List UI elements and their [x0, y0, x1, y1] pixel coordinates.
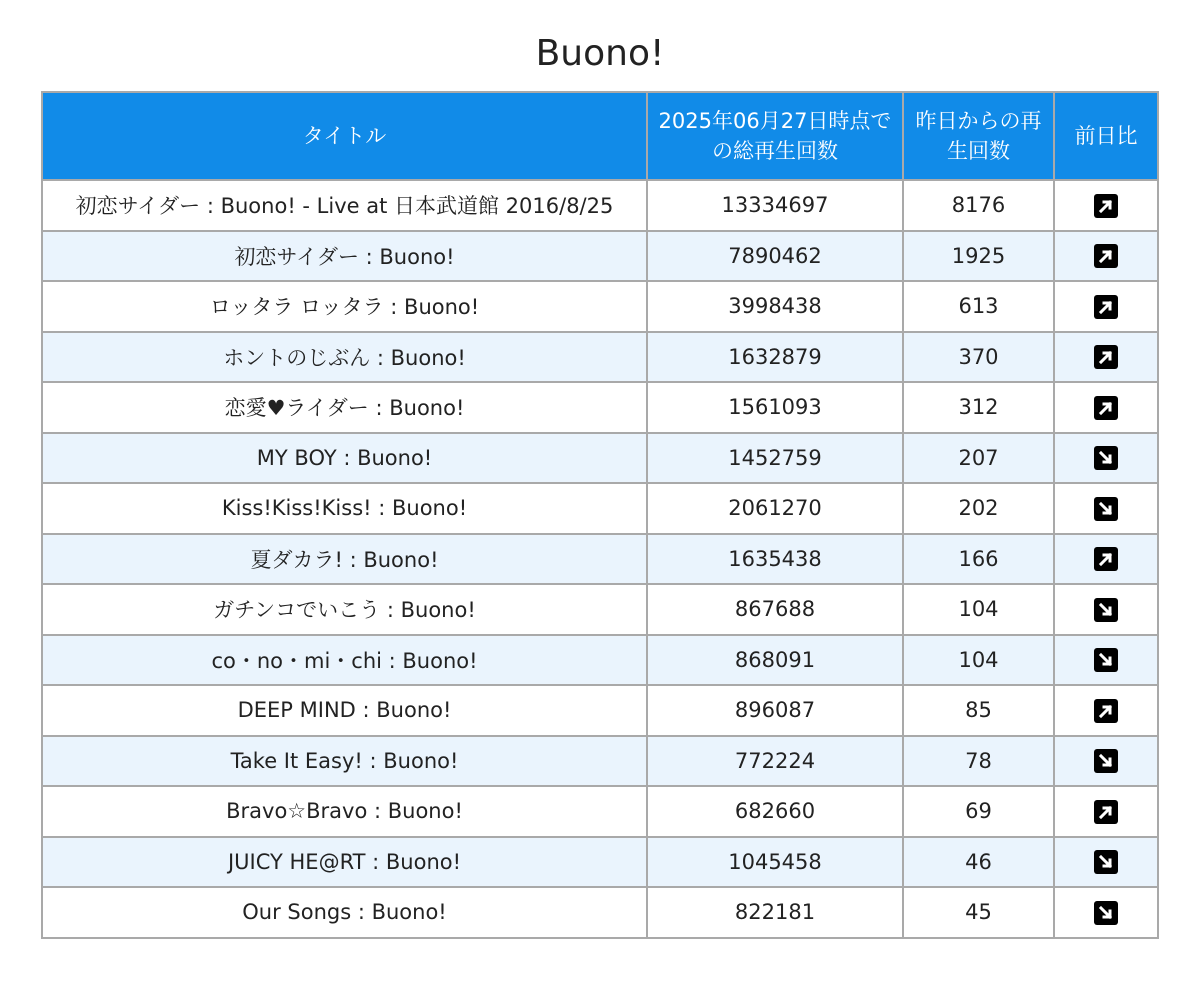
- up-right-arrow-icon: [1094, 295, 1118, 319]
- up-right-arrow-icon: [1094, 396, 1118, 420]
- cell-daily-plays: 202: [903, 483, 1054, 534]
- cell-title: 夏ダカラ! : Buono!: [42, 534, 647, 585]
- cell-total-plays: 13334697: [647, 180, 903, 231]
- table-row: [42, 837, 1158, 888]
- down-right-arrow-icon: [1094, 598, 1118, 622]
- cell-trend: [1054, 786, 1158, 837]
- table-row: [42, 180, 1158, 231]
- cell-daily-plays: 46: [903, 837, 1054, 888]
- table-body: [42, 180, 1158, 938]
- cell-title: 恋愛♥ライダー : Buono!: [42, 382, 647, 433]
- table-row: [42, 786, 1158, 837]
- cell-total-plays: 772224: [647, 736, 903, 787]
- cell-daily-plays: 85: [903, 685, 1054, 736]
- header-title: タイトル: [42, 92, 647, 180]
- cell-trend: [1054, 281, 1158, 332]
- cell-total-plays: 2061270: [647, 483, 903, 534]
- cell-daily-plays: 312: [903, 382, 1054, 433]
- table-row: [42, 887, 1158, 938]
- down-right-arrow-icon: [1094, 497, 1118, 521]
- cell-total-plays: 867688: [647, 584, 903, 635]
- cell-trend: [1054, 534, 1158, 585]
- table-row: [42, 584, 1158, 635]
- cell-title: Our Songs : Buono!: [42, 887, 647, 938]
- cell-title: Kiss!Kiss!Kiss! : Buono!: [42, 483, 647, 534]
- down-right-arrow-icon: [1094, 901, 1118, 925]
- table-row: [42, 433, 1158, 484]
- cell-total-plays: 1561093: [647, 382, 903, 433]
- cell-total-plays: 1632879: [647, 332, 903, 383]
- down-right-arrow-icon: [1094, 446, 1118, 470]
- header-trend: 前日比: [1054, 92, 1158, 180]
- cell-title: ホントのじぶん : Buono!: [42, 332, 647, 383]
- cell-trend: [1054, 584, 1158, 635]
- table-row: [42, 736, 1158, 787]
- cell-trend: [1054, 685, 1158, 736]
- cell-total-plays: 868091: [647, 635, 903, 686]
- cell-title: ロッタラ ロッタラ : Buono!: [42, 281, 647, 332]
- cell-daily-plays: 104: [903, 584, 1054, 635]
- table-row: [42, 635, 1158, 686]
- page-title: Buono!: [535, 33, 665, 74]
- up-right-arrow-icon: [1094, 800, 1118, 824]
- table-row: [42, 231, 1158, 282]
- up-right-arrow-icon: [1094, 244, 1118, 268]
- cell-title: Bravo☆Bravo : Buono!: [42, 786, 647, 837]
- cell-total-plays: 1452759: [647, 433, 903, 484]
- down-right-arrow-icon: [1094, 648, 1118, 672]
- cell-title: co・no・mi・chi : Buono!: [42, 635, 647, 686]
- up-right-arrow-icon: [1094, 345, 1118, 369]
- table-header-row: [42, 92, 1158, 180]
- cell-daily-plays: 104: [903, 635, 1054, 686]
- header-total-plays: 2025年06月27日時点での総再生回数: [647, 92, 903, 180]
- cell-title: Take It Easy! : Buono!: [42, 736, 647, 787]
- cell-trend: [1054, 332, 1158, 383]
- cell-total-plays: 896087: [647, 685, 903, 736]
- table-row: [42, 685, 1158, 736]
- cell-total-plays: 822181: [647, 887, 903, 938]
- cell-title: 初恋サイダー : Buono! - Live at 日本武道館 2016/8/25: [42, 180, 647, 231]
- cell-trend: [1054, 837, 1158, 888]
- cell-title: ガチンコでいこう : Buono!: [42, 584, 647, 635]
- cell-trend: [1054, 382, 1158, 433]
- cell-trend: [1054, 433, 1158, 484]
- header-daily-plays: 昨日からの再生回数: [903, 92, 1054, 180]
- cell-trend: [1054, 635, 1158, 686]
- table-row: [42, 534, 1158, 585]
- cell-daily-plays: 45: [903, 887, 1054, 938]
- up-right-arrow-icon: [1094, 699, 1118, 723]
- cell-title: 初恋サイダー : Buono!: [42, 231, 647, 282]
- cell-title: DEEP MIND : Buono!: [42, 685, 647, 736]
- cell-trend: [1054, 736, 1158, 787]
- cell-trend: [1054, 483, 1158, 534]
- cell-title: MY BOY : Buono!: [42, 433, 647, 484]
- cell-trend: [1054, 887, 1158, 938]
- cell-daily-plays: 613: [903, 281, 1054, 332]
- cell-daily-plays: 69: [903, 786, 1054, 837]
- cell-daily-plays: 78: [903, 736, 1054, 787]
- up-right-arrow-icon: [1094, 547, 1118, 571]
- table-row: [42, 382, 1158, 433]
- table-row: [42, 483, 1158, 534]
- cell-daily-plays: 370: [903, 332, 1054, 383]
- table-row: [42, 281, 1158, 332]
- cell-total-plays: 3998438: [647, 281, 903, 332]
- cell-daily-plays: 207: [903, 433, 1054, 484]
- cell-daily-plays: 166: [903, 534, 1054, 585]
- cell-trend: [1054, 231, 1158, 282]
- table-row: [42, 332, 1158, 383]
- cell-title: JUICY HE@RT : Buono!: [42, 837, 647, 888]
- cell-total-plays: 7890462: [647, 231, 903, 282]
- up-right-arrow-icon: [1094, 194, 1118, 218]
- down-right-arrow-icon: [1094, 749, 1118, 773]
- cell-daily-plays: 8176: [903, 180, 1054, 231]
- cell-total-plays: 1635438: [647, 534, 903, 585]
- cell-trend: [1054, 180, 1158, 231]
- cell-total-plays: 682660: [647, 786, 903, 837]
- down-right-arrow-icon: [1094, 850, 1118, 874]
- ranking-table: [41, 91, 1159, 939]
- cell-daily-plays: 1925: [903, 231, 1054, 282]
- cell-total-plays: 1045458: [647, 837, 903, 888]
